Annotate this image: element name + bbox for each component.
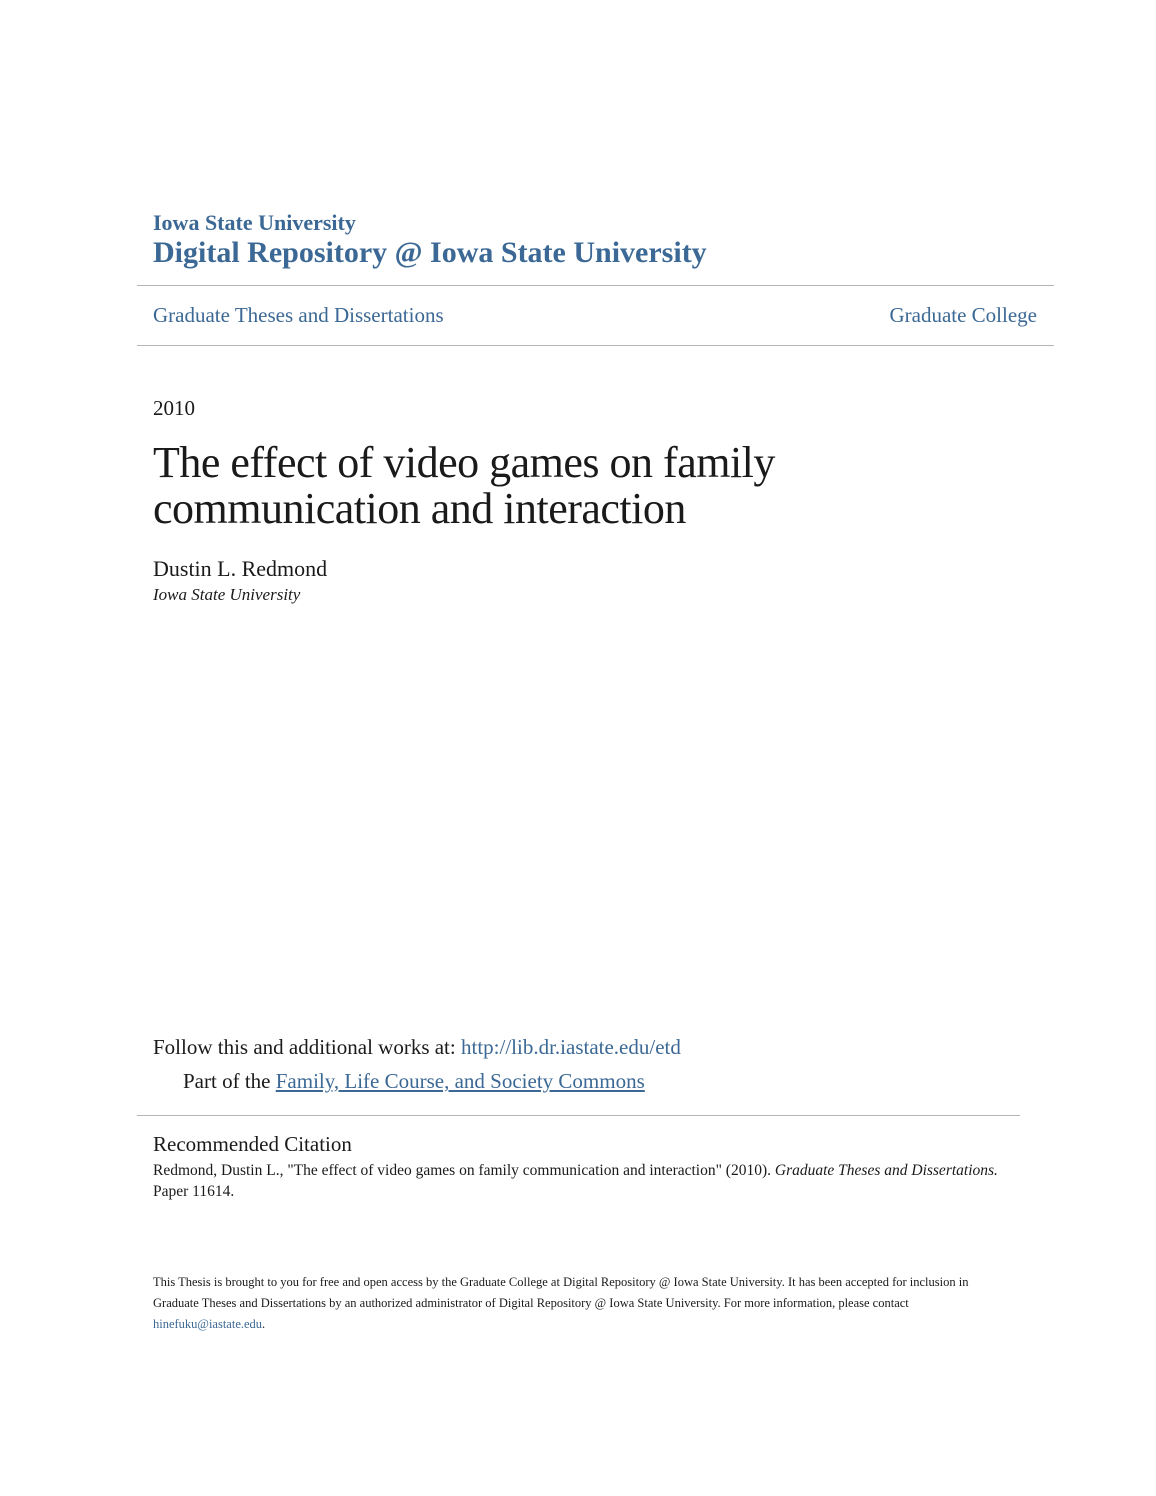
contact-email-link[interactable]: hinefuku@iastate.edu: [153, 1317, 263, 1331]
notice-end: .: [262, 1317, 266, 1331]
repository-url-link[interactable]: http://lib.dr.iastate.edu/etd: [460, 1035, 681, 1059]
part-of-line: [183, 1069, 645, 1094]
author-affiliation: Iowa State University: [153, 585, 301, 604]
collection-link[interactable]: Graduate Theses and Dissertations: [153, 303, 444, 327]
author-name: Dustin L. Redmond: [153, 556, 328, 581]
publication-year: 2010: [153, 396, 195, 420]
citation-main: Redmond, Dustin L., "The effect of video games on family communication and interaction" (2010).: [153, 1162, 775, 1179]
citation-text: [153, 1160, 1013, 1202]
citation-heading: Recommended Citation: [153, 1132, 352, 1156]
part-of-label: Part of the: [183, 1069, 276, 1093]
college-link[interactable]: Graduate College: [889, 303, 1037, 327]
follow-label: Follow this and additional works at:: [153, 1035, 461, 1059]
nav-divider: [137, 345, 1054, 346]
paper-title: The effect of video games on family communication and interaction: [153, 438, 775, 533]
citation-paper: Paper 11614.: [153, 1183, 235, 1200]
notice-text: This Thesis is brought to you for free and open access by the Graduate College at Digital Repository @ Iowa State University. It has been accepted for inclusion in Graduate Theses and Dissertations by an authorized administrator of Digital Repository @ Iowa State University. For more information, please contact: [153, 1275, 969, 1310]
access-notice: [153, 1272, 1003, 1335]
citation-divider: [137, 1115, 1020, 1116]
repository-name: Digital Repository @ Iowa State University: [153, 236, 707, 269]
university-name: Iowa State University: [153, 210, 356, 235]
citation-series: Graduate Theses and Dissertations.: [774, 1162, 998, 1179]
follow-line: [153, 1035, 681, 1060]
commons-link[interactable]: Family, Life Course, and Society Commons: [275, 1069, 645, 1093]
header-divider: [137, 285, 1054, 286]
